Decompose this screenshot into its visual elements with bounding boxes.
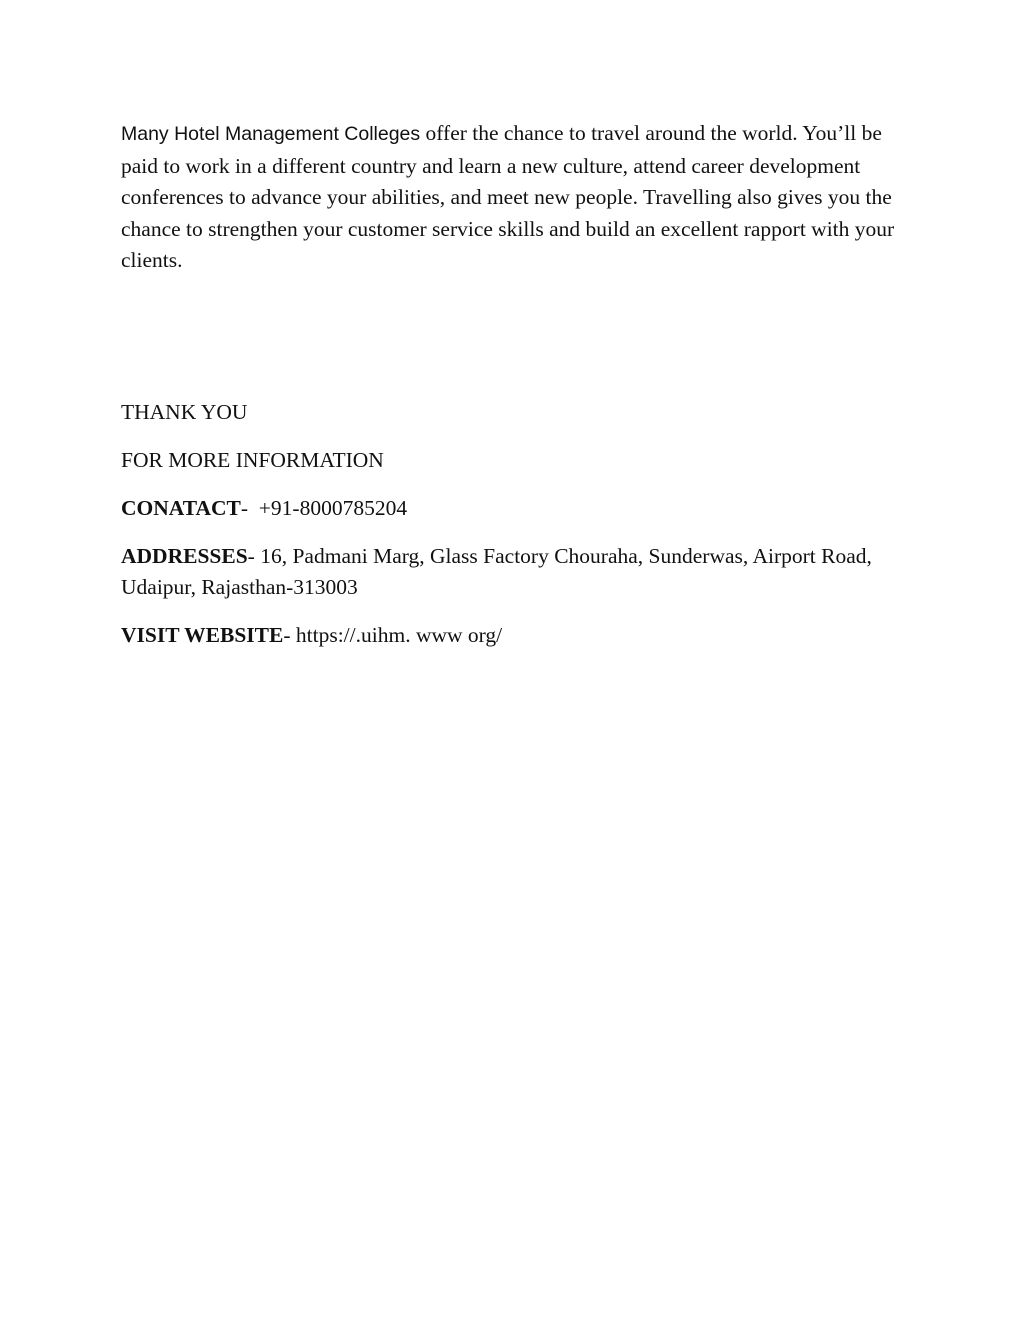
contact-separator: -	[240, 495, 259, 520]
website-label: VISIT WEBSITE	[121, 622, 284, 647]
more-info-line: FOR MORE INFORMATION	[121, 447, 384, 472]
document-page	[121, 118, 911, 668]
contact-label: CONATACT	[121, 495, 241, 520]
website-line	[121, 620, 911, 651]
website-separator: -	[283, 622, 296, 647]
address-label: ADDRESSES	[121, 543, 248, 568]
closing-section	[121, 397, 911, 651]
address-line	[121, 541, 911, 603]
intro-lead-text: Many Hotel Management Colleges	[121, 123, 421, 145]
intro-body-text: offer the chance to travel around the world. You’ll be paid to work in a different country and learn a new culture, attend career development conferences to advance your abilities, and meet new people. Travelling also gives you the chance to strengthen your customer service skills and build an excellent rapport with your clients.	[121, 121, 895, 272]
address-separator: -	[247, 543, 261, 568]
website-link[interactable]: https://.uihm. www org/	[295, 622, 503, 647]
contact-line	[121, 493, 911, 524]
intro-paragraph	[121, 118, 911, 277]
address-value: 16, Padmani Marg, Glass Factory Chouraha, Sunderwas, Airport Road, Udaipur, Rajasthan-313003	[121, 543, 872, 599]
contact-phone: +91-8000785204	[258, 495, 408, 520]
thank-you-line: THANK YOU	[121, 399, 248, 424]
